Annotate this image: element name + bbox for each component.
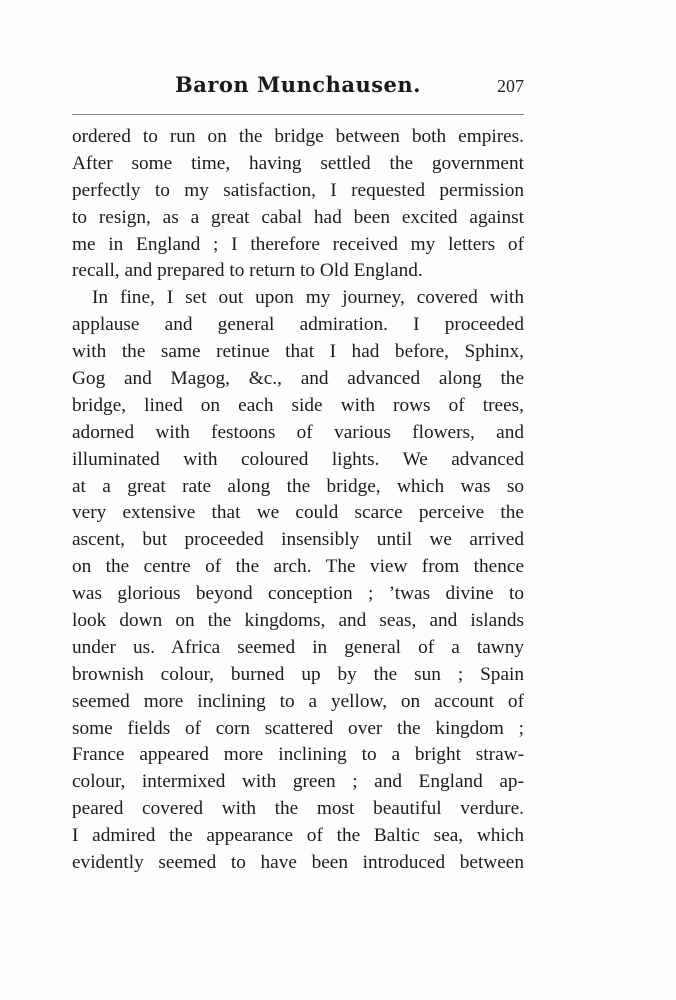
text-line: at a great rate along the bridge, which was so <box>72 475 524 497</box>
text-line: under us. Africa seemed in general of a tawny <box>72 636 524 658</box>
text-line: me in England ; I therefore received my letters of <box>72 233 524 255</box>
text-line: I admired the appearance of the Baltic sea, which <box>72 825 524 847</box>
text-line: bridge, lined on each side with rows of trees, <box>72 394 524 416</box>
text-line: applause and general admiration. I proceeded <box>72 314 524 336</box>
text-line: to resign, as a great cabal had been excited against <box>72 206 524 228</box>
text-line: very extensive that we could scarce perceive the <box>72 502 524 524</box>
text-line: on the centre of the arch. The view from thence <box>72 556 524 578</box>
text-line: perfectly to my satisfaction, I requested permission <box>72 179 524 201</box>
text-line: adorned with festoons of various flowers, and <box>72 421 524 443</box>
text-line: recall, and prepared to return to Old England. <box>72 260 423 282</box>
text-line: some fields of corn scattered over the kingdom ; <box>72 717 524 739</box>
text-line: illuminated with coloured lights. We advanced <box>72 448 524 470</box>
text-line: peared covered with the most beautiful verdure. <box>72 798 524 820</box>
body-text <box>72 124 524 877</box>
text-line: After some time, having settled the government <box>72 152 524 174</box>
text-line: ascent, but proceeded insensibly until we arrived <box>72 529 524 551</box>
text-line: France appeared more inclining to a bright straw- <box>72 744 524 766</box>
text-line: In fine, I set out upon my journey, covered with <box>92 287 524 309</box>
page-header <box>72 72 524 106</box>
header-rule <box>72 114 524 115</box>
running-title: Baron Munchausen. <box>175 72 421 97</box>
text-line: Gog and Magog, &c., and advanced along the <box>72 368 524 390</box>
text-line: brownish colour, burned up by the sun ; Spain <box>72 663 524 685</box>
text-line: evidently seemed to have been introduced between <box>72 852 524 874</box>
text-line: ordered to run on the bridge between both empires. <box>72 126 524 147</box>
text-line: was glorious beyond conception ; ’twas divine to <box>72 583 524 605</box>
text-line: colour, intermixed with green ; and England ap- <box>72 771 524 793</box>
text-line: with the same retinue that I had before, Sphinx, <box>72 341 524 363</box>
page-number: 207 <box>497 76 524 96</box>
text-line: seemed more inclining to a yellow, on account of <box>72 690 524 712</box>
text-line: look down on the kingdoms, and seas, and islands <box>72 610 524 632</box>
